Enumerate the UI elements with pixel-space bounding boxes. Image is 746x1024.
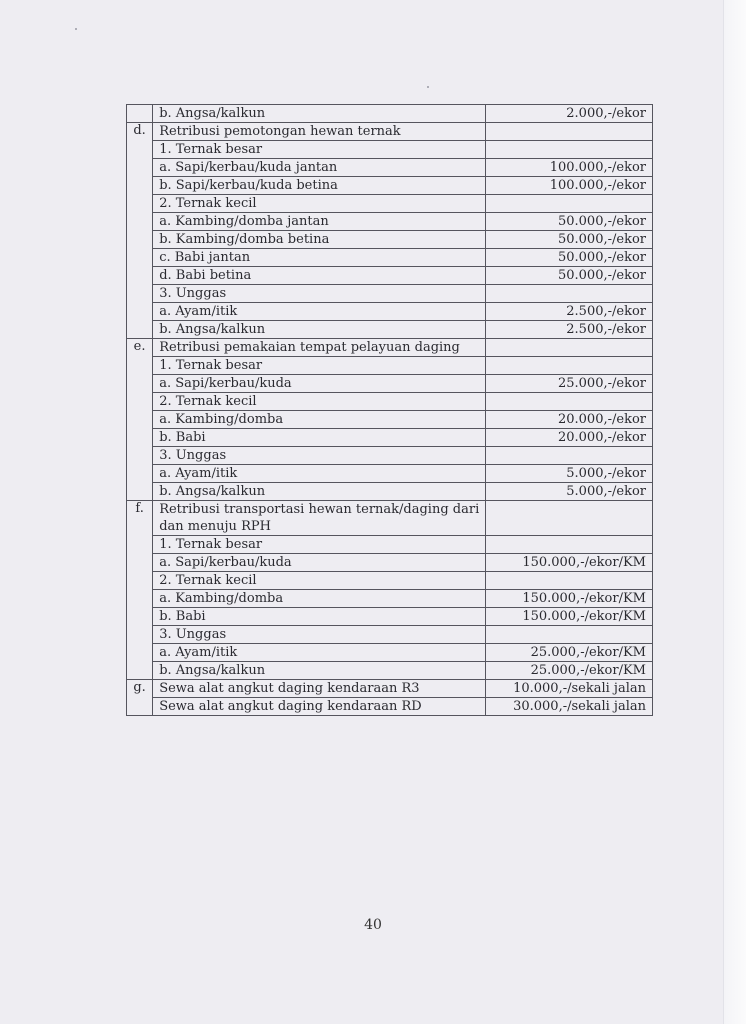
fee-amount: 150.000,-/ekor/KM: [485, 554, 652, 572]
table-row: [127, 267, 653, 285]
fee-amount: [485, 536, 652, 554]
item-description: b. Babi: [153, 608, 486, 626]
table-row: [127, 662, 653, 680]
row-number: [127, 572, 153, 590]
row-number: [127, 141, 153, 159]
item-description: 3. Unggas: [153, 626, 486, 644]
item-description: b. Angsa/kalkun: [153, 105, 486, 123]
table-row: [127, 429, 653, 447]
row-number: [127, 249, 153, 267]
item-description: b. Angsa/kalkun: [153, 321, 486, 339]
row-number: [127, 447, 153, 465]
row-number: [127, 285, 153, 303]
item-description: 2. Ternak kecil: [153, 195, 486, 213]
item-description: b. Babi: [153, 429, 486, 447]
fee-amount: [485, 572, 652, 590]
item-description: Sewa alat angkut daging kendaraan RD: [153, 698, 486, 716]
item-description: 3. Unggas: [153, 285, 486, 303]
fee-amount: [485, 447, 652, 465]
row-number: [127, 411, 153, 429]
fee-amount: [485, 393, 652, 411]
row-number: e.: [127, 339, 153, 357]
row-number: [127, 195, 153, 213]
fee-amount: 2.500,-/ekor: [485, 303, 652, 321]
table-row: [127, 285, 653, 303]
row-number: [127, 393, 153, 411]
item-description: 1. Ternak besar: [153, 141, 486, 159]
row-number: [127, 375, 153, 393]
item-description: Sewa alat angkut daging kendaraan R3: [153, 680, 486, 698]
fee-amount: 150.000,-/ekor/KM: [485, 608, 652, 626]
table-row: [127, 177, 653, 195]
row-number: [127, 213, 153, 231]
fee-amount: 25.000,-/ekor: [485, 375, 652, 393]
fee-amount: 10.000,-/sekali jalan: [485, 680, 652, 698]
table-row: [127, 447, 653, 465]
item-description: b. Kambing/domba betina: [153, 231, 486, 249]
fee-amount: 50.000,-/ekor: [485, 249, 652, 267]
fee-amount: 50.000,-/ekor: [485, 267, 652, 285]
item-description: d. Babi betina: [153, 267, 486, 285]
table-row: [127, 501, 653, 536]
item-description: a. Kambing/domba: [153, 411, 486, 429]
table-row: [127, 159, 653, 177]
row-number: [127, 357, 153, 375]
fee-amount: 2.000,-/ekor: [485, 105, 652, 123]
scan-speck: [427, 86, 429, 88]
item-description: b. Angsa/kalkun: [153, 483, 486, 501]
fee-amount: [485, 339, 652, 357]
table-row: [127, 698, 653, 716]
item-description: a. Sapi/kerbau/kuda: [153, 375, 486, 393]
row-number: [127, 626, 153, 644]
row-number: [127, 231, 153, 249]
table-row: [127, 357, 653, 375]
fee-amount: 20.000,-/ekor: [485, 411, 652, 429]
row-number: [127, 608, 153, 626]
table-row: [127, 572, 653, 590]
table-row: [127, 680, 653, 698]
item-description: 3. Unggas: [153, 447, 486, 465]
fee-amount: 5.000,-/ekor: [485, 465, 652, 483]
row-number: [127, 465, 153, 483]
table-row: [127, 321, 653, 339]
table-row: [127, 626, 653, 644]
fee-amount: 100.000,-/ekor: [485, 159, 652, 177]
item-description: 1. Ternak besar: [153, 536, 486, 554]
fee-amount: [485, 357, 652, 375]
item-description: Retribusi pemotongan hewan ternak: [153, 123, 486, 141]
item-description: c. Babi jantan: [153, 249, 486, 267]
row-number: [127, 662, 153, 680]
item-description: a. Sapi/kerbau/kuda jantan: [153, 159, 486, 177]
table-row: [127, 303, 653, 321]
table-row: [127, 536, 653, 554]
table-row: [127, 393, 653, 411]
fee-amount: [485, 123, 652, 141]
table-row: [127, 231, 653, 249]
table-row: [127, 644, 653, 662]
row-number: [127, 590, 153, 608]
row-number: g.: [127, 680, 153, 698]
fee-table: [126, 104, 653, 716]
item-description: a. Ayam/itik: [153, 644, 486, 662]
table-row: [127, 465, 653, 483]
fee-amount: 150.000,-/ekor/KM: [485, 590, 652, 608]
item-description: b. Angsa/kalkun: [153, 662, 486, 680]
table-row: [127, 483, 653, 501]
item-description: b. Sapi/kerbau/kuda betina: [153, 177, 486, 195]
fee-amount: 50.000,-/ekor: [485, 231, 652, 249]
fee-amount: 100.000,-/ekor: [485, 177, 652, 195]
row-number: [127, 536, 153, 554]
scan-speck: [75, 28, 77, 30]
fee-amount: 2.500,-/ekor: [485, 321, 652, 339]
item-description: a. Kambing/domba: [153, 590, 486, 608]
table-row: [127, 141, 653, 159]
item-description: Retribusi pemakaian tempat pelayuan daging: [153, 339, 486, 357]
table-row: [127, 375, 653, 393]
table-row: [127, 411, 653, 429]
fee-amount: [485, 195, 652, 213]
fee-amount: 50.000,-/ekor: [485, 213, 652, 231]
item-description: a. Ayam/itik: [153, 465, 486, 483]
fee-amount: 25.000,-/ekor/KM: [485, 662, 652, 680]
table-row: [127, 339, 653, 357]
item-description: 1. Ternak besar: [153, 357, 486, 375]
fee-amount: [485, 285, 652, 303]
page-number: 40: [364, 917, 382, 933]
fee-amount: 20.000,-/ekor: [485, 429, 652, 447]
fee-amount: 5.000,-/ekor: [485, 483, 652, 501]
row-number: d.: [127, 123, 153, 141]
fee-amount: [485, 626, 652, 644]
row-number: [127, 267, 153, 285]
item-description: Retribusi transportasi hewan ternak/daging dari dan menuju RPH: [153, 501, 486, 536]
item-description: a. Sapi/kerbau/kuda: [153, 554, 486, 572]
row-number: [127, 159, 153, 177]
page-edge: [723, 0, 746, 1024]
row-number: [127, 429, 153, 447]
fee-table-body: [127, 105, 653, 716]
item-description: 2. Ternak kecil: [153, 572, 486, 590]
table-row: [127, 249, 653, 267]
row-number: [127, 303, 153, 321]
table-row: [127, 590, 653, 608]
table-row: [127, 213, 653, 231]
table-row: [127, 105, 653, 123]
item-description: 2. Ternak kecil: [153, 393, 486, 411]
row-number: [127, 177, 153, 195]
row-number: [127, 698, 153, 716]
fee-amount: 25.000,-/ekor/KM: [485, 644, 652, 662]
table-row: [127, 608, 653, 626]
row-number: f.: [127, 501, 153, 536]
item-description: a. Ayam/itik: [153, 303, 486, 321]
fee-amount: [485, 501, 652, 536]
row-number: [127, 644, 153, 662]
table-row: [127, 195, 653, 213]
row-number: [127, 554, 153, 572]
fee-amount: [485, 141, 652, 159]
item-description: a. Kambing/domba jantan: [153, 213, 486, 231]
row-number: [127, 321, 153, 339]
table-row: [127, 123, 653, 141]
row-number: [127, 105, 153, 123]
table-row: [127, 554, 653, 572]
fee-amount: 30.000,-/sekali jalan: [485, 698, 652, 716]
row-number: [127, 483, 153, 501]
